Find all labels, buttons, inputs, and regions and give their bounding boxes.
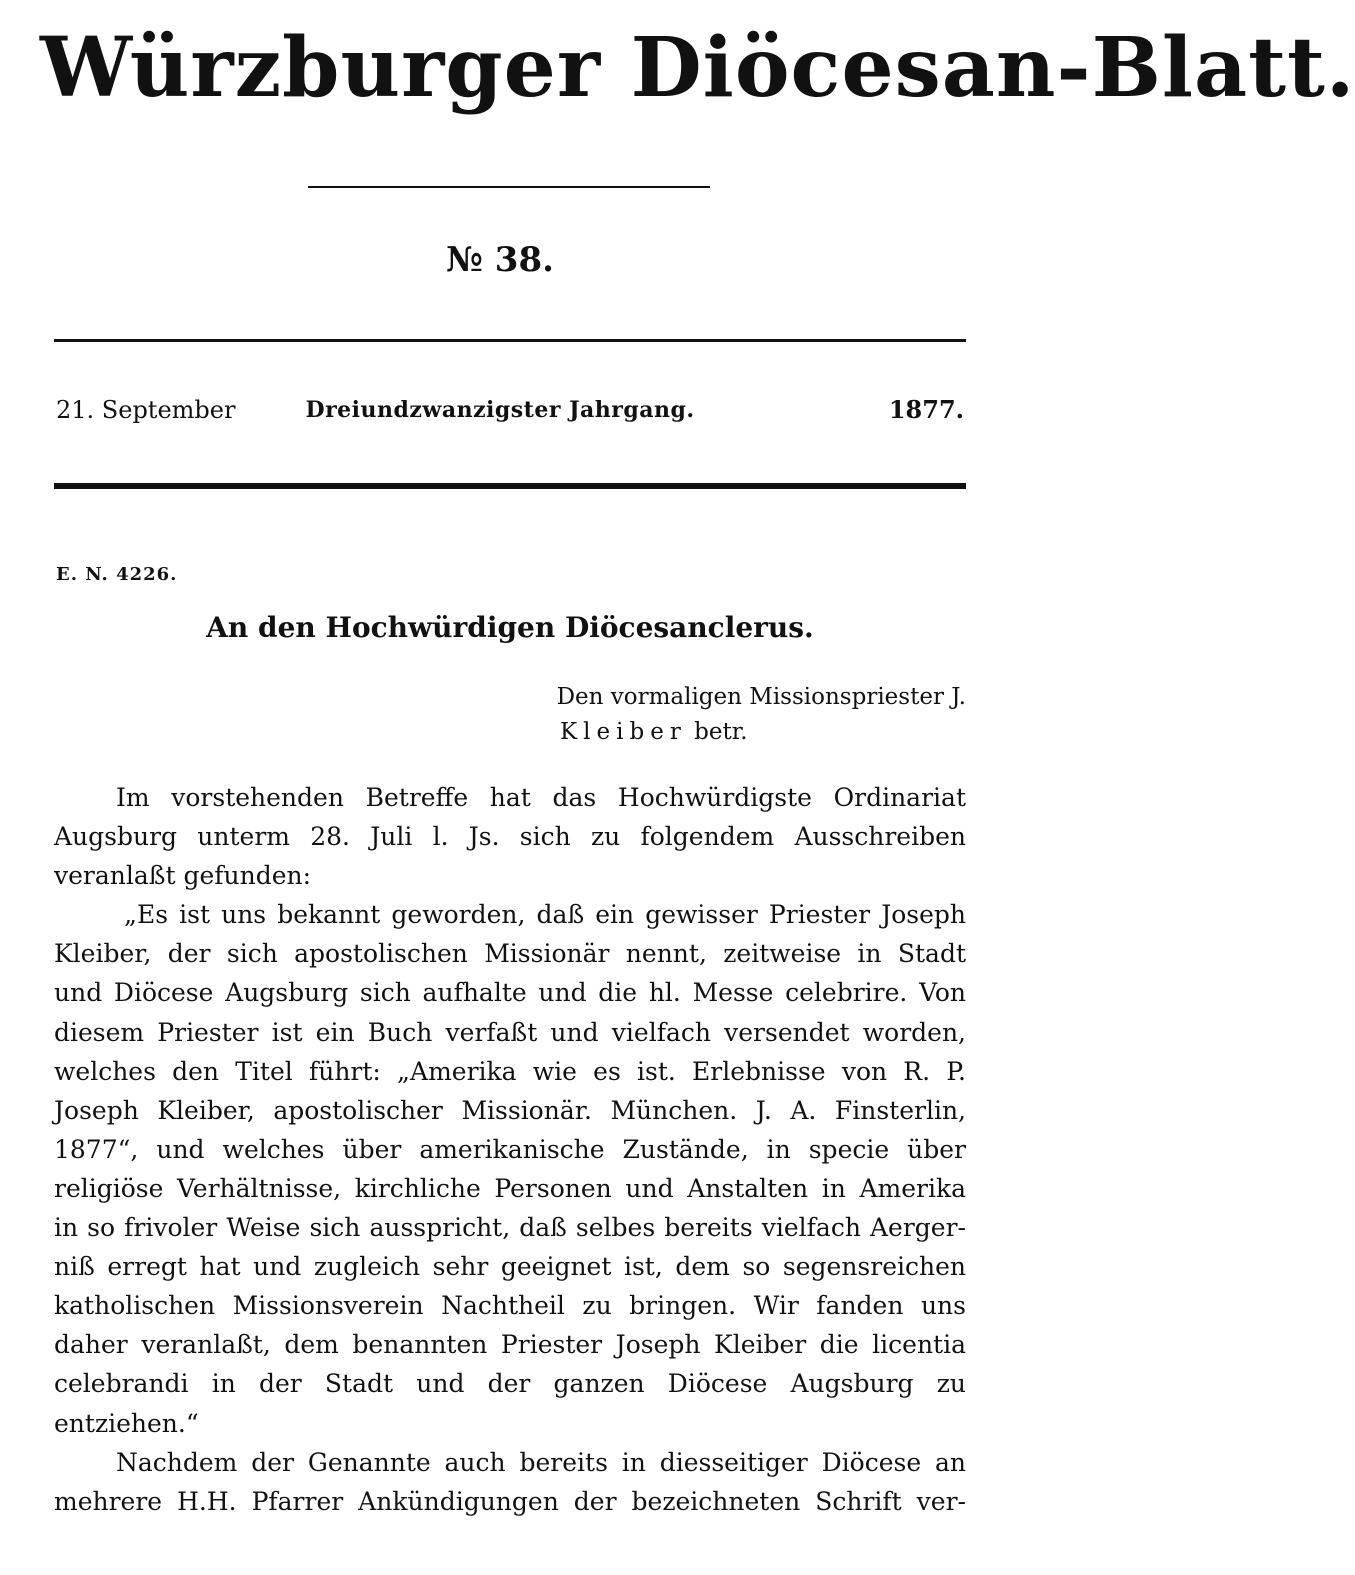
body-line: 1877“, und welches über amerikanische Zustände, in specie über (54, 1134, 966, 1164)
subject-name: Kleiber (560, 719, 687, 745)
body-line: „Es ist uns bekannt geworden, daß ein gewisser Priester Joseph (124, 900, 966, 930)
masthead-divider (308, 186, 710, 188)
volume-label: Dreiundzwanzigster Jahrgang. (305, 397, 695, 423)
article-heading: An den Hochwürdigen Diöcesanclerus. (206, 611, 814, 644)
body-line: mehrere H.H. Pfarrer Ankündigungen der bezeichneten Schrift ver- (54, 1486, 966, 1516)
subject-suffix: betr. (686, 719, 748, 745)
body-line: religiöse Verhältnisse, kirchliche Personen und Anstalten in Amerika (54, 1173, 966, 1203)
body-line: celebrandi in der Stadt und der ganzen Diöcese Augsburg zu (54, 1369, 966, 1399)
issue-number: № 38. (446, 240, 554, 280)
body-line: Nachdem der Genannte auch bereits in diesseitiger Diöcese an (116, 1447, 966, 1477)
subject-line: Den vormaligen Missionspriester J. (556, 684, 966, 710)
body-line: veranlaßt gefunden: (54, 861, 312, 891)
subject-line (526, 715, 966, 750)
issue-date: 21. September (56, 396, 236, 424)
body-line: und Diöcese Augsburg sich aufhalte und die hl. Messe celebrire. Von (54, 978, 966, 1008)
body-line: katholischen Missionsverein Nachtheil zu bringen. Wir fanden uns (54, 1291, 966, 1321)
issue-year: 1877. (888, 395, 964, 424)
body-line: niß erregt hat und zugleich sehr geeignet ist, dem so segensreichen (54, 1252, 966, 1282)
body-line: in so frivoler Weise sich ausspricht, daß selbes bereits vielfach Aerger- (54, 1213, 966, 1243)
body-line: Joseph Kleiber, apostolischer Missionär. München. J. A. Finsterlin, (54, 1095, 966, 1125)
body-line: diesem Priester ist ein Buch verfaßt und vielfach versendet worden, (54, 1017, 966, 1047)
body-line: entziehen.“ (54, 1408, 199, 1438)
header-rule-thick (54, 483, 966, 489)
body-line: Augsburg unterm 28. Juli l. Js. sich zu folgendem Ausschreiben (54, 822, 966, 852)
body-line: Kleiber, der sich apostolischen Missionär nennt, zeitweise in Stadt (54, 939, 966, 969)
header-rule-thin (54, 339, 966, 342)
body-line: welches den Titel führt: „Amerika wie es ist. Erlebnisse von R. P. (54, 1056, 966, 1086)
subject-note (526, 680, 966, 750)
reference-number: E. N. 4226. (56, 564, 178, 585)
article-body (54, 778, 966, 1521)
body-line: Im vorstehenden Betreffe hat das Hochwürdigste Ordinariat (116, 783, 966, 812)
body-line: daher veranlaßt, dem benannten Priester Joseph Kleiber die licentia (54, 1330, 966, 1360)
masthead-title: Würzburger Diöcesan-Blatt. (40, 20, 1355, 116)
